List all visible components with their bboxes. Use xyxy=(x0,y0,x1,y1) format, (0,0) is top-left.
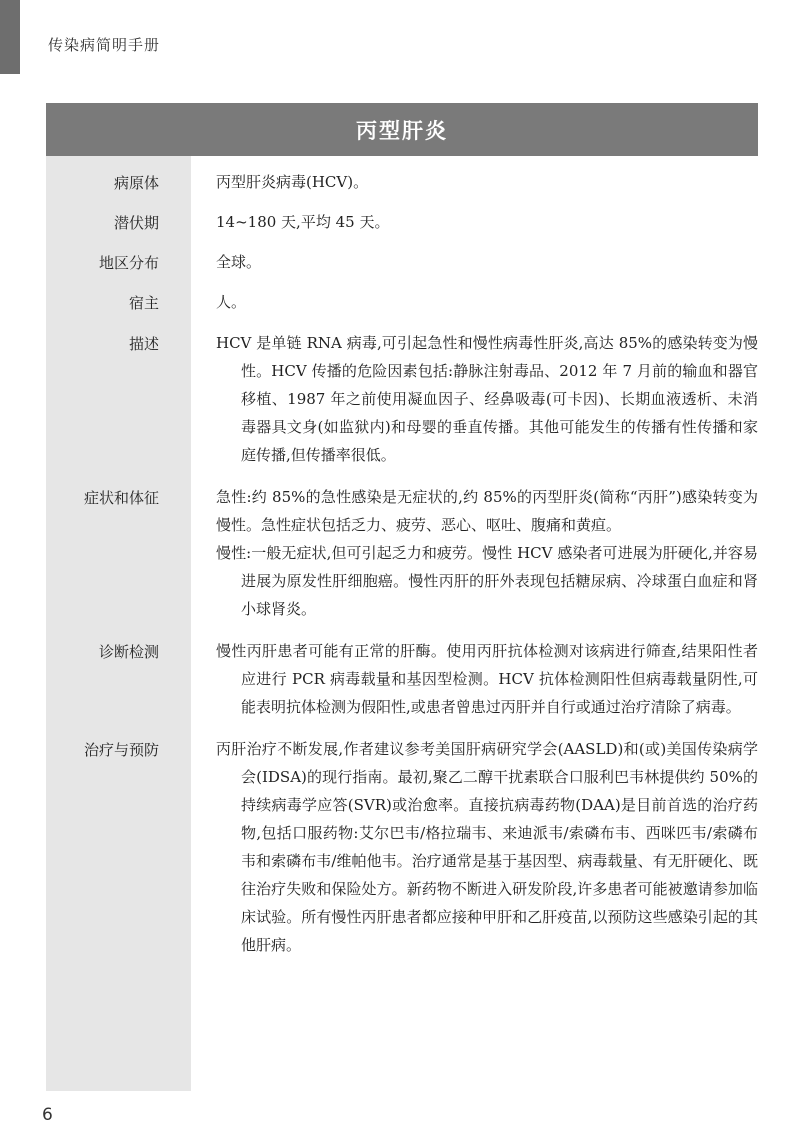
row-host xyxy=(46,288,758,329)
row-treatment xyxy=(46,735,758,959)
row-content xyxy=(216,288,758,316)
row-description xyxy=(46,329,758,483)
row-paragraph: 丙型肝炎病毒(HCV)。 xyxy=(216,173,369,191)
section-title-banner xyxy=(46,103,758,156)
row-paragraph: 丙肝治疗不断发展,作者建议参考美国肝病研究学会(AASLD)和(或)美国传染病学会(IDSA)的现行指南。最初,聚乙二醇干扰素联合口服利巴韦林提供约 50%的持续病毒学应答(SVR)或治愈率。直接抗病毒药物(DAA)是目前首选的治疗药物,包括口服药物:艾尔巴韦/格拉瑞韦、来迪派韦/索磷布韦、西咪匹韦/索磷布韦和索磷布韦/维帕他韦。治疗通常是基于基因型、病毒载量、有无肝硬化、既往治疗失败和保险处方。新药物不断进入研发阶段,许多患者可能被邀请参加临床试验。所有慢性丙肝患者都应接种甲肝和乙肝疫苗,以预防这些感染引起的其他肝病。 xyxy=(216,740,758,954)
row-paragraph: 急性:约 85%的急性感染是无症状的,约 85%的丙型肝炎(简称“丙肝”)感染转变为慢性。急性症状包括乏力、疲劳、恶心、呕吐、腹痛和黄疸。 xyxy=(216,488,758,534)
row-symptoms xyxy=(46,483,758,637)
row-label: 宿主 xyxy=(128,294,159,312)
row-paragraph: 14~180 天,平均 45 天。 xyxy=(216,213,390,231)
row-content xyxy=(216,637,758,721)
row-content xyxy=(216,248,758,276)
row-paragraph: 全球。 xyxy=(216,253,262,271)
running-header: 传染病简明手册 xyxy=(48,36,161,54)
row-label: 症状和体征 xyxy=(83,489,159,507)
row-label: 诊断检测 xyxy=(98,643,159,661)
corner-tab xyxy=(0,0,20,74)
section-title: 丙型肝炎 xyxy=(356,118,448,143)
row-content xyxy=(216,483,758,623)
row-label: 病原体 xyxy=(113,174,159,192)
row-label: 潜伏期 xyxy=(113,214,159,232)
row-incubation xyxy=(46,208,758,248)
disease-info-table xyxy=(46,156,758,959)
row-label: 治疗与预防 xyxy=(83,741,159,759)
row-distribution xyxy=(46,248,758,288)
row-pathogen xyxy=(46,156,758,208)
row-paragraph: HCV 是单链 RNA 病毒,可引起急性和慢性病毒性肝炎,高达 85%的感染转变为慢性。HCV 传播的危险因素包括:静脉注射毒品、2012 年 7 月前的输血和器官移植、1987 年之前使用凝血因子、经鼻吸毒(可卡因)、长期血液透析、未消毒器具文身(如监狱内)和母婴的垂直传播。其他可能发生的传播有性传播和家庭传播,但传播率很低。 xyxy=(216,334,758,464)
row-paragraph: 慢性:一般无症状,但可引起乏力和疲劳。慢性 HCV 感染者可进展为肝硬化,并容易进展为原发性肝细胞癌。慢性丙肝的肝外表现包括糖尿病、冷球蛋白血症和肾小球肾炎。 xyxy=(216,544,758,618)
row-content xyxy=(216,168,758,196)
row-label: 地区分布 xyxy=(98,254,159,272)
page-number: 6 xyxy=(42,1105,53,1125)
row-paragraph: 人。 xyxy=(216,293,247,311)
row-content xyxy=(216,329,758,469)
row-paragraph: 慢性丙肝患者可能有正常的肝酶。使用丙肝抗体检测对该病进行筛查,结果阳性者应进行 PCR 病毒载量和基因型检测。HCV 抗体检测阳性但病毒载量阴性,可能表明抗体检测为假阳性,或患者曾患过丙肝并自行或通过治疗清除了病毒。 xyxy=(216,642,758,716)
row-content xyxy=(216,735,758,959)
row-diagnosis xyxy=(46,637,758,735)
row-content xyxy=(216,208,758,236)
row-label: 描述 xyxy=(128,335,159,353)
